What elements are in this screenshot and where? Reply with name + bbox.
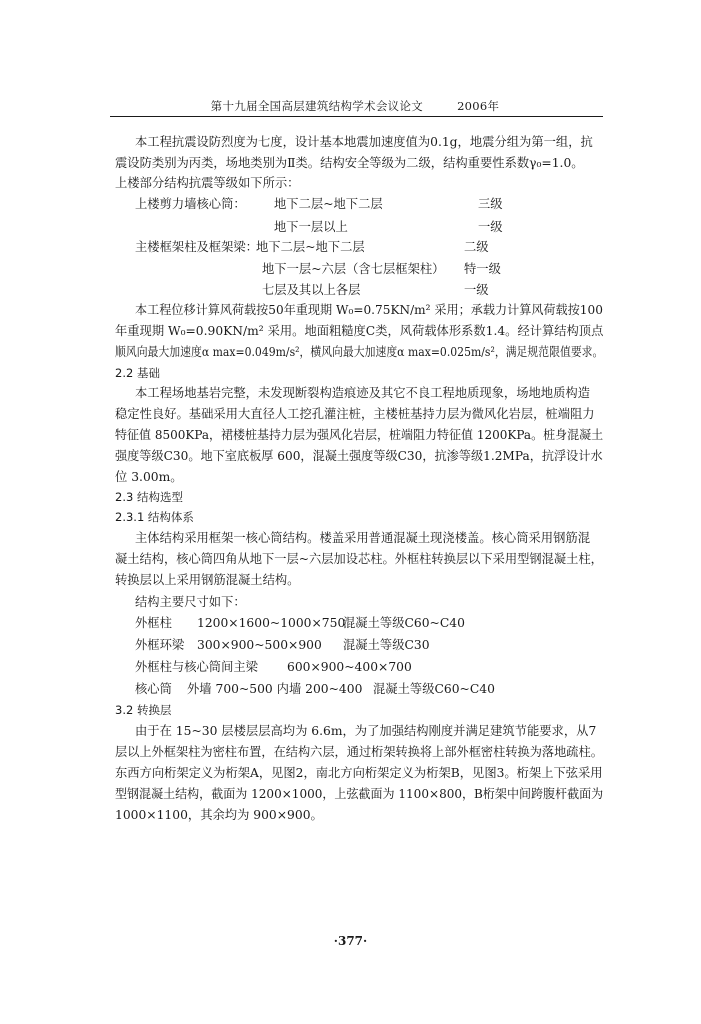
size-name: 外框柱与核心筒间主梁 [135, 660, 258, 674]
wind-line: 本工程位移计算风荷载按50年重现期 W₀=0.75KN/m² 采用；承载力计算风荷载按100 [135, 303, 603, 317]
size-dim: 外墙 700~500 内墙 200~400 [187, 682, 363, 696]
size-concrete: 混凝土等级C60~C40 [343, 616, 465, 630]
size-dim: 1200×1600~1000×750 [197, 616, 346, 630]
transfer-line: 东西方向桁架定义为桁架A，见图2，南北方向桁架定义为桁架B，见图3。桁架上下弦采用 [115, 766, 603, 780]
size-name: 外框环梁 [135, 638, 185, 652]
grade-range: 地下一层以上 [274, 220, 348, 234]
grade-component: 主楼框架柱及框架梁： [135, 240, 258, 254]
grade-range: 七层及其以上各层 [262, 283, 361, 297]
section-heading: 2.3 结构选型 [115, 490, 183, 504]
page-number: ·377· [333, 934, 368, 948]
size-name: 外框柱 [135, 616, 172, 630]
header-rule [110, 116, 603, 117]
grade-value: 三级 [478, 197, 503, 211]
transfer-line: 层以上外框架柱为密柱布置，在结构六层，通过桁架转换将上部外框密柱转换为落地疏柱。 [115, 745, 603, 759]
section-heading: 3.2 转换层 [115, 703, 172, 717]
intro-line: 上楼部分结构抗震等级如下所示： [115, 176, 300, 190]
grade-value: 二级 [464, 240, 489, 254]
intro-line: 本工程抗震设防烈度为七度，设计基本地震加速度值为0.1g，地震分组为第一组，抗 [135, 135, 593, 149]
system-line: 凝土结构，核心筒四角从地下一层~六层加设芯柱。外框柱转换层以下采用型钢混凝土柱， [115, 552, 603, 566]
grade-range: 地下二层~地下二层 [256, 240, 365, 254]
transfer-line: 1000×1100，其余均为 900×900。 [115, 808, 323, 822]
running-header [110, 98, 600, 114]
size-name: 核心筒 [135, 682, 172, 696]
system-line: 转换层以上采用钢筋混凝土结构。 [115, 573, 300, 587]
size-concrete: 混凝土等级C60~C40 [373, 682, 495, 696]
section-heading: 2.3.1 结构体系 [115, 510, 194, 524]
system-line: 主体结构采用框架一核心筒结构。楼盖采用普通混凝土现浇楼盖。核心筒采用钢筋混 [135, 531, 590, 545]
size-dim: 600×900~400×700 [287, 660, 412, 674]
header-title: 第十九届全国高层建筑结构学术会议论文 [210, 99, 424, 113]
intro-line: 震设防类别为丙类，场地类别为Ⅱ类。结构安全等级为二级，结构重要性系数γ₀=1.0。 [115, 156, 584, 170]
section-heading: 2.2 基础 [115, 366, 160, 380]
wind-line: 年重现期 W₀=0.90KN/m² 采用。地面粗糙度C类，风荷载体形系数1.4。经计算结构顶点 [115, 324, 604, 338]
transfer-line: 由于在 15~30 层楼层层高均为 6.6m，为了加强结构刚度并满足建筑节能要求，从7 [135, 724, 597, 738]
grade-value: 一级 [464, 283, 489, 297]
grade-range: 地下二层~地下二层 [274, 197, 383, 211]
grade-range: 地下一层~六层（含七层框架柱） [262, 262, 445, 276]
foundation-line: 稳定性良好。基础采用大直径人工挖孔灌注桩，主楼桩基持力层为微风化岩层，桩端阻力 [115, 407, 595, 421]
size-concrete: 混凝土等级C30 [343, 638, 430, 652]
foundation-line: 本工程场地基岩完整，未发现断裂构造痕迹及其它不良工程地质现象，场地地质构造 [135, 386, 590, 400]
sizes-intro: 结构主要尺寸如下： [135, 595, 246, 609]
foundation-line: 强度等级C30。地下室底板厚 600，混凝土强度等级C30，抗渗等级1.2MPa，抗浮设计水 [115, 449, 603, 463]
grade-component: 上楼剪力墙核心筒： [135, 197, 246, 211]
grade-value: 特一级 [464, 262, 501, 276]
grade-value: 一级 [478, 220, 503, 234]
transfer-line: 型钢混凝土结构，截面为 1200×1000，上弦截面为 1100×800，B桁架中间跨腹杆截面为 [115, 787, 604, 801]
foundation-line: 特征值 8500KPa，裙楼桩基持力层为强风化岩层，桩端阻力特征值 1200KPa。桩身混凝土 [115, 428, 604, 442]
foundation-line: 位 3.00m。 [115, 470, 183, 484]
size-dim: 300×900~500×900 [197, 638, 322, 652]
wind-line: 顺风向最大加速度α max=0.049m/s²，横风向最大加速度α max=0.025m/s²，满足规范限值要求。 [115, 345, 604, 359]
header-year: 2006年 [457, 99, 500, 113]
